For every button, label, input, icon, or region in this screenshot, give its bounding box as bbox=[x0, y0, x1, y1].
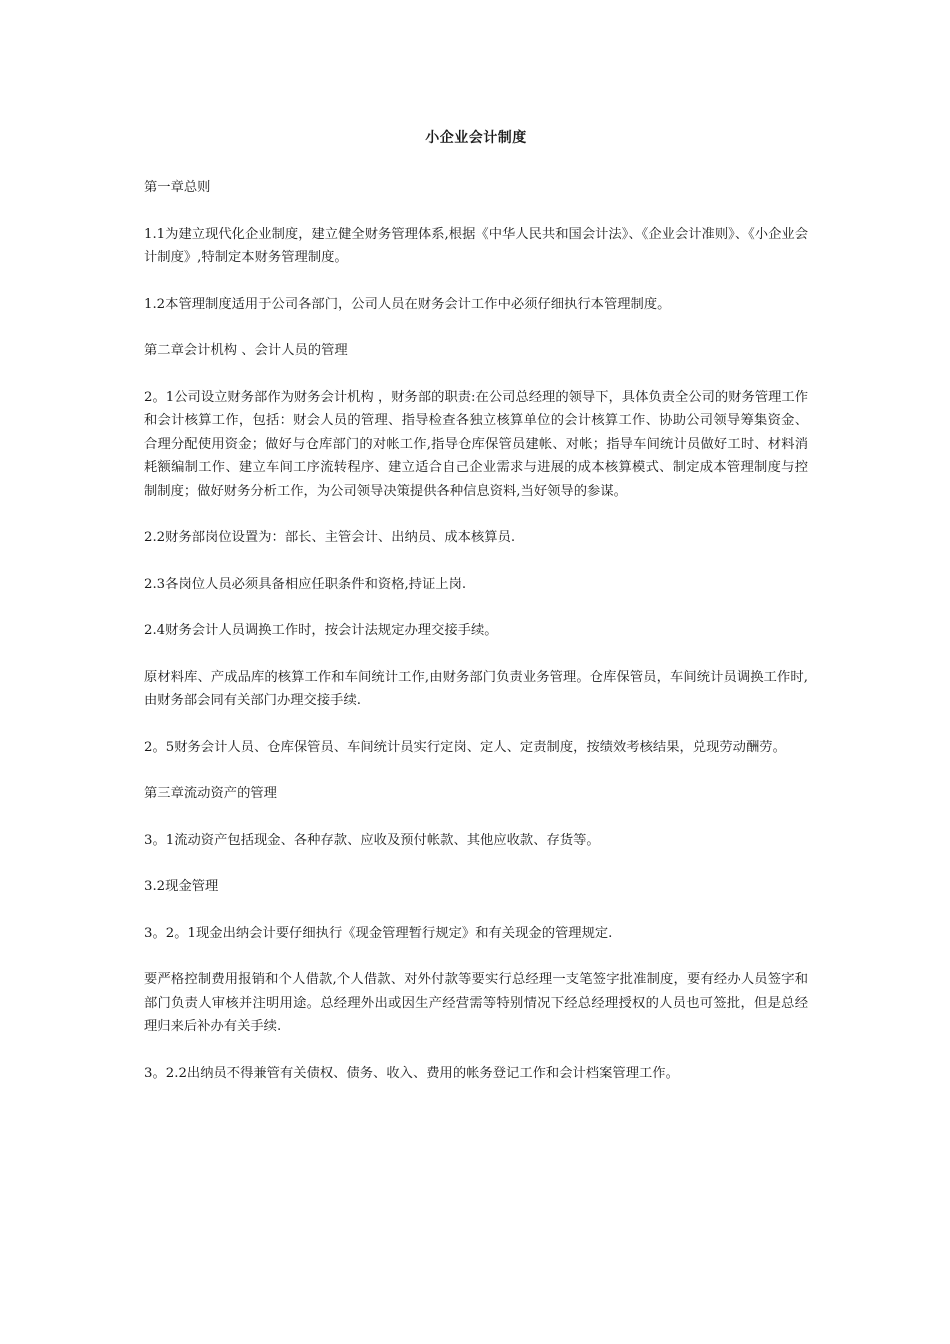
document-page bbox=[144, 128, 808, 1108]
paragraph-2-4-note: 原材料库、产成品库的核算工作和车间统计工作,由财务部门负责业务管理。仓库保管员，车间统计员调换工作时,由财务部会同有关部门办理交接手续. bbox=[144, 669, 808, 708]
paragraph-2-1: 2。1公司设立财务部作为财务会计机构 ，财务部的职责:在公司总经理的领导下，具体负责全公司的财务管理工作和会计核算工作，包括：财会人员的管理、指导检查各独立核算单位的会计核算工作、协助公司领导筹集资金、合理分配使用资金；做好与仓库部门的对帐工作,指导仓库保管员建帐、对帐；指导车间统计员做好工时、材料消耗额编制工作、建立车间工序流转程序、建立适合自己企业需求与进展的成本核算模式、制定成本管理制度与控制制度；做好财务分析工作，为公司领导决策提供各种信息资料,当好领导的参谋。 bbox=[144, 389, 808, 499]
paragraph-3-2-2: 3。2.2出纳员不得兼管有关债权、债务、收入、费用的帐务登记工作和会计档案管理工作。 bbox=[144, 1065, 679, 1081]
chapter-heading-3: 第三章流动资产的管理 bbox=[144, 786, 277, 801]
paragraph-2-3: 2.3各岗位人员必须具备相应任职条件和资格,持证上岗. bbox=[144, 576, 467, 592]
chapter-heading-2: 第二章会计机构 、会计人员的管理 bbox=[144, 343, 348, 358]
paragraph-2-2: 2.2财务部岗位设置为：部长、主管会计、出纳员、成本核算员. bbox=[144, 530, 516, 545]
document-title: 小企业会计制度 bbox=[425, 130, 527, 146]
paragraph-2-5: 2。5财务会计人员、仓库保管员、车间统计员实行定岗、定人、定责制度，按绩效考核结果，兑现劳动酬劳。 bbox=[144, 739, 786, 755]
paragraph-3-2: 3.2现金管理 bbox=[144, 879, 219, 894]
paragraph-3-2-1-note: 要严格控制费用报销和个人借款,个人借款、对外付款等要实行总经理一支笔签字批准制度，要有经办人员签字和部门负责人审核并注明用途。总经理外出或因生产经营需等特别情况下经总经理授权的人员也可签批，但是总经理归来后补办有关手续. bbox=[144, 972, 808, 1034]
paragraph-3-2-1: 3。2。1现金出纳会计要仔细执行《现金管理暂行规定》和有关现金的管理规定. bbox=[144, 925, 613, 941]
paragraph-1-1: 1.1为建立现代化企业制度，建立健全财务管理体系,根据《中华人民共和国会计法》、《企业会计准则》、《小企业会计制度》,特制定本财务管理制度。 bbox=[144, 226, 808, 265]
paragraph-3-1: 3。1流动资产包括现金、各种存款、应收及预付帐款、其他应收款、存货等。 bbox=[144, 832, 600, 848]
chapter-heading-1: 第一章总则 bbox=[144, 180, 211, 195]
paragraph-2-4: 2.4财务会计人员调换工作时，按会计法规定办理交接手续。 bbox=[144, 623, 498, 638]
paragraph-1-2: 1.2本管理制度适用于公司各部门，公司人员在财务会计工作中必须仔细执行本管理制度。 bbox=[144, 296, 671, 312]
